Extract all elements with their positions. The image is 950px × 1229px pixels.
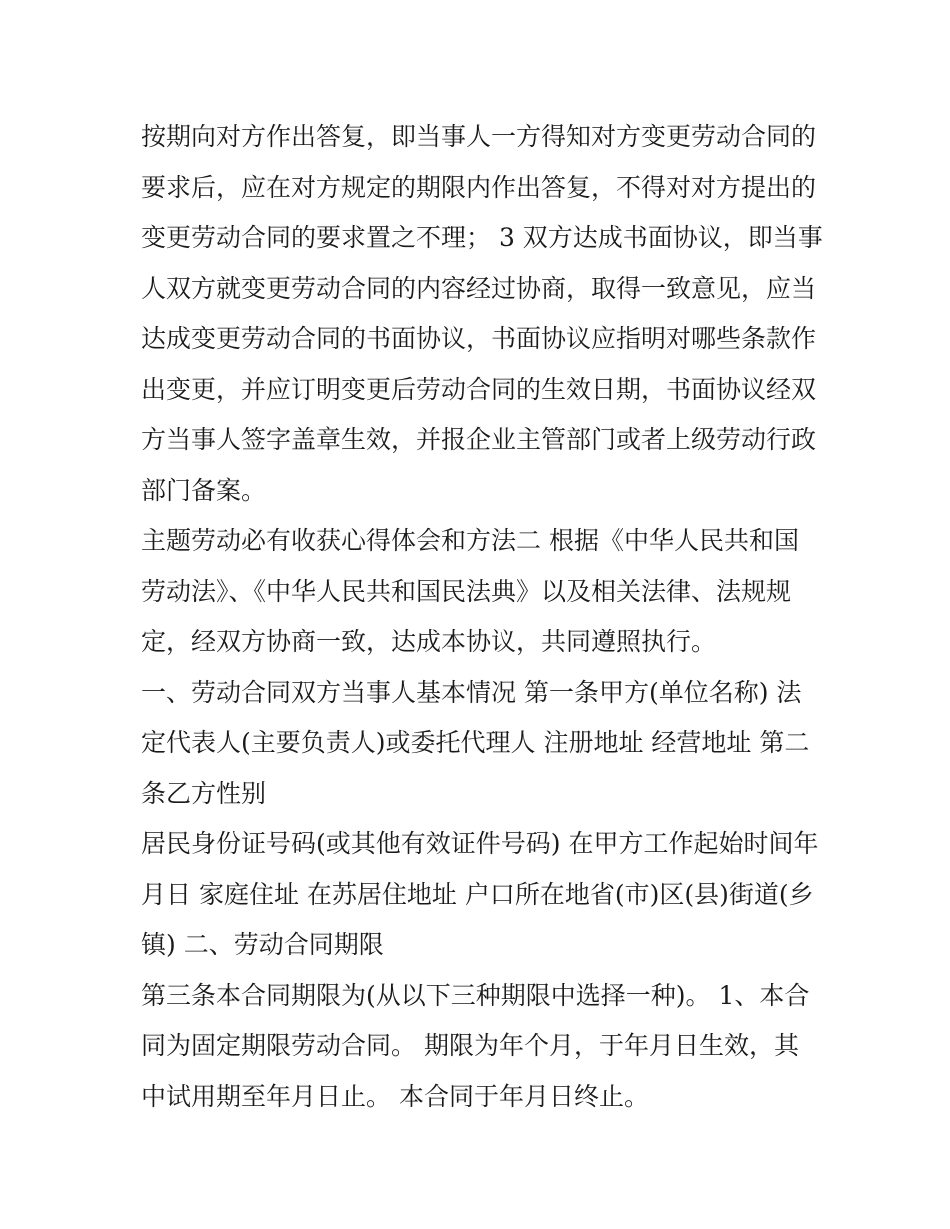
paragraph-party-info [141, 668, 821, 820]
text-line: 出变更，并应订明变更后劳动合同的生效日期，书面协议经双 [141, 374, 817, 404]
text-line: 方当事人签字盖章生效，并报企业主管部门或者上级劳动行政 [141, 425, 817, 454]
text-line: 第三条本合同期限为(从以下三种期限中选择一种)。 1、本合 [141, 980, 810, 1010]
paragraph-party-b-details [141, 819, 821, 971]
text-line: 要求后，应在对方规定的期限内作出答复，不得对对方提出的 [141, 172, 817, 202]
text-line: 劳动法》、《中华人民共和国民法典》以及相关法律、法规规 [141, 576, 792, 606]
text-line: 镇) 二、劳动合同期限 [141, 930, 384, 959]
text-line: 达成变更劳动合同的书面协议，书面协议应指明对哪些条款作 [141, 324, 817, 353]
text-line: 定代表人(主要负责人)或委托代理人 注册地址 经营地址 第二 [141, 728, 810, 757]
text-line: 按期向对方作出答复，即当事人一方得知对方变更劳动合同的 [141, 122, 817, 151]
text-line: 月日 家庭住址 在苏居住地址 户口所在地省(市)区(县)街道(乡 [141, 879, 814, 909]
text-line: 一、劳动合同双方当事人基本情况 第一条甲方(单位名称) 法 [141, 677, 802, 707]
text-line: 条乙方性别 [141, 778, 267, 808]
document-body [141, 112, 821, 1122]
text-line: 人双方就变更劳动合同的内容经过协商，取得一致意见，应当 [141, 273, 817, 303]
text-line: 主题劳动必有收获心得体会和方法二 根据《中华人民共和国 [141, 526, 799, 555]
paragraph-agreement-basis [141, 516, 821, 668]
paragraph-contract-term [141, 971, 821, 1123]
text-line: 定，经双方协商一致，达成本协议，共同遵照执行。 [141, 627, 717, 656]
text-line: 变更劳动合同的要求置之不理； 3 双方达成书面协议，即当事 [141, 223, 823, 252]
paragraph-contract-change-reply [141, 112, 821, 516]
text-line: 中试用期至年月日止。 本合同于年月日终止。 [141, 1081, 649, 1111]
text-line: 部门备案。 [141, 475, 267, 505]
text-line: 居民身份证号码(或其他有效证件号码) 在甲方工作起始时间年 [141, 829, 819, 858]
text-line: 同为固定期限劳动合同。 期限为年个月，于年月日生效，其 [141, 1031, 799, 1060]
